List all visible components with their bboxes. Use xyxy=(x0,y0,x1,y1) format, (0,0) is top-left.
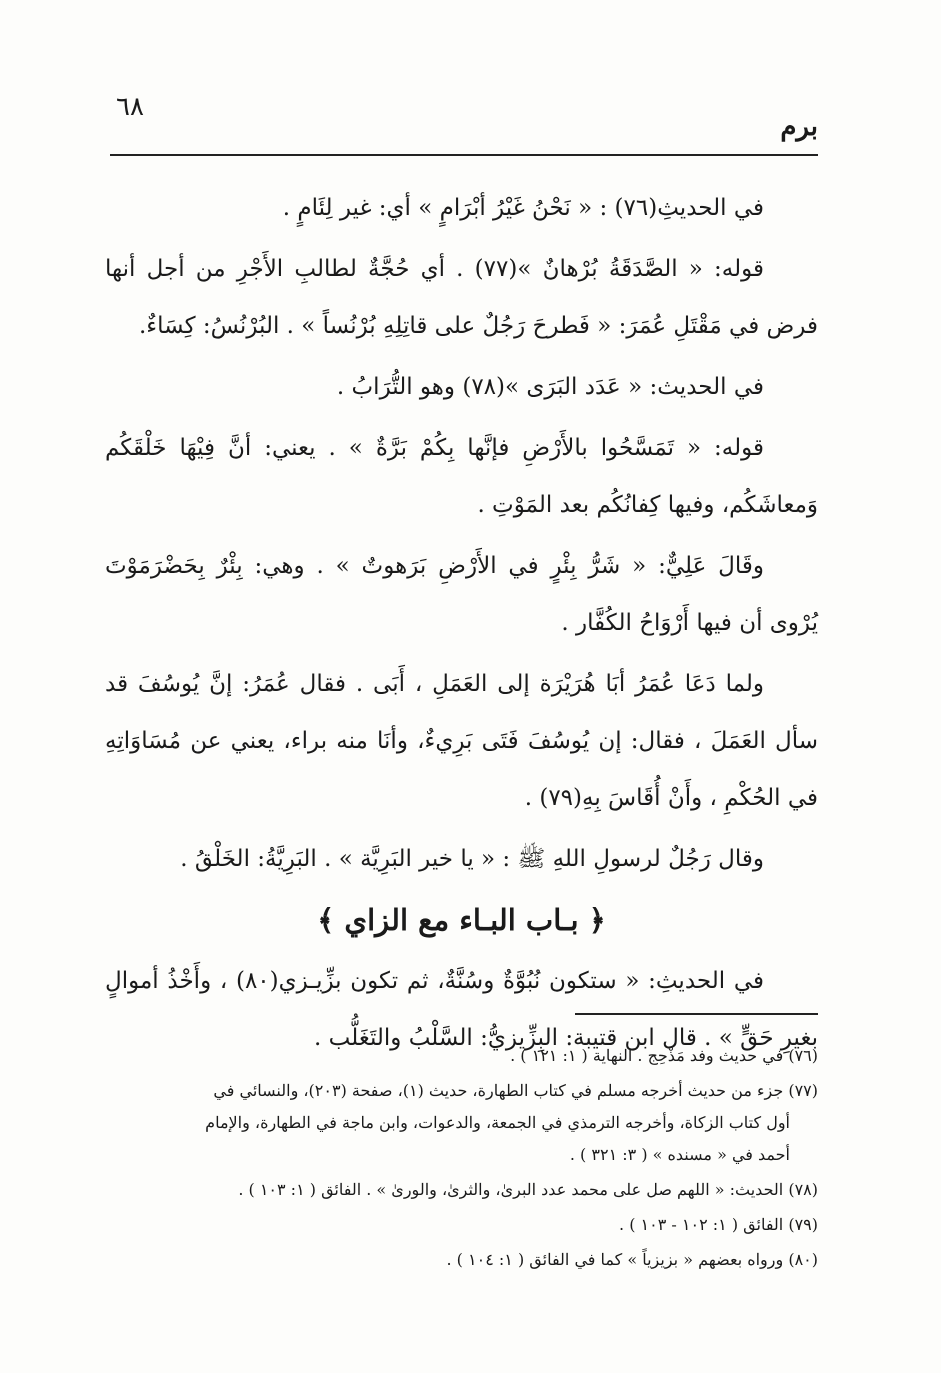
paragraph: قوله: « الصَّدَقَةُ بُرْهانٌ »(٧٧) . أي حُجَّةٌ لطالبِ الأَجْرِ من أجل أنها فرض في مَقْتَلِ عُمَرَ: « فَطرحَ رَجُلٌ على قاتِلِهِ بُرْنُساً » . البُرْنُسُ: كِسَاءٌ. xyxy=(105,256,818,339)
page-header xyxy=(110,88,818,156)
footnote-80 xyxy=(105,1244,818,1276)
footnote-line: أول كتاب الزكاة، وأخرجه الترمذي في الجمعة، والدعوات، وابن ماجة في الطهارة، والإمام xyxy=(205,1113,790,1132)
footnote-line: (٨٠) ورواه بعضهم « بزيزياً » كما في الفائق ( ١: ١٠٤ ) . xyxy=(446,1250,818,1269)
page-number: ٦٨ xyxy=(116,92,144,122)
footnote-76 xyxy=(105,1040,818,1072)
footnote-line: (٧٨) الحديث: « اللهم صل على محمد عدد البرىٰ، والثرىٰ، والورىٰ » . الفائق ( ١: ١٠٣ ) . xyxy=(238,1180,818,1199)
footnote-line: (٧٩) الفائق ( ١: ١٠٢ - ١٠٣ ) . xyxy=(619,1215,818,1234)
footnote-77 xyxy=(105,1075,818,1171)
footnote-79 xyxy=(105,1209,818,1241)
paragraph: ولما دَعَا عُمَرُ أبَا هُرَيْرَة إلى العَمَلِ ، أَبَى . فقال عُمَرُ: إنَّ يُوسُفَ قد سأل العَمَلَ ، فقال: إن يُوسُفَ فَتَى بَرِيءٌ، وأنَا منه براء، يعني عن مُسَاوَاتِهِ في الحُكْمِ ، وأَنْ أُقَاسَ بِهِ(٧٩) . xyxy=(105,671,818,811)
main-text xyxy=(105,180,818,1071)
paragraph: وقال رَجُلٌ لرسولِ اللهِ ﷺ : « يا خير البَرِيَّة » . البَرِيَّةُ: الخَلْقُ . xyxy=(180,846,764,872)
paragraph: وقَالَ عَلِيٌّ: « شَرُّ بِئْرٍ في الأَرْضِ بَرَهوتٌ » . وهي: بِئْرٌ بِحَضْرَمَوْتَ يُرْوى أن فيها أَرْوَاحُ الكُفَّار . xyxy=(105,553,818,636)
footnotes xyxy=(105,1040,818,1279)
paragraph: في الحديث: « عَدَد البَرَى »(٧٨) وهو التُّرَابُ . xyxy=(336,374,764,400)
paragraph: في الحديثِ(٧٦) : « نَحْنُ غَيْرُ أبْرَامٍ » أي: غير لِئَامٍ . xyxy=(282,195,764,221)
footnote-line: (٧٦) في حديث وفد مَذْحِج . النهاية ( ١: ١٢١ ) . xyxy=(510,1046,818,1065)
footnote-line: (٧٧) جزء من حديث أخرجه مسلم في كتاب الطهارة، حديث (١)، صفحة (٢٠٣)، والنسائي في xyxy=(213,1081,818,1100)
paragraph: قوله: « تَمَسَّحُوا بالأَرْضِ فإنَّها بِكُمْ بَرَّةٌ » . يعني: أنَّ فِيْهَا خَلْقَكُم وَمعاشَكُم، وفيها كِفانُكُم بعد المَوْتِ . xyxy=(105,435,818,518)
running-head: برم xyxy=(780,112,818,142)
paragraph: في الحديثِ: « ستكون نُبُوَّةٌ وسُنَّةٌ، ثم تكون بزِّيـزي(٨٠) ، وأَخْذُ أموالٍ بغيرِ حَقٍّ » . قال ابن قتيبة: البِزِّيزيُّ: السَّلْبُ والتَغَلُّب . xyxy=(105,968,818,1051)
section-heading: ﴿ بـاب البـاء مع الزاي ﴾ xyxy=(317,903,606,937)
footnote-78 xyxy=(105,1174,818,1206)
footnote-divider xyxy=(575,1013,818,1015)
footnote-line: أحمد في « مسنده » ( ٣: ٣٢١ ) . xyxy=(569,1145,790,1164)
